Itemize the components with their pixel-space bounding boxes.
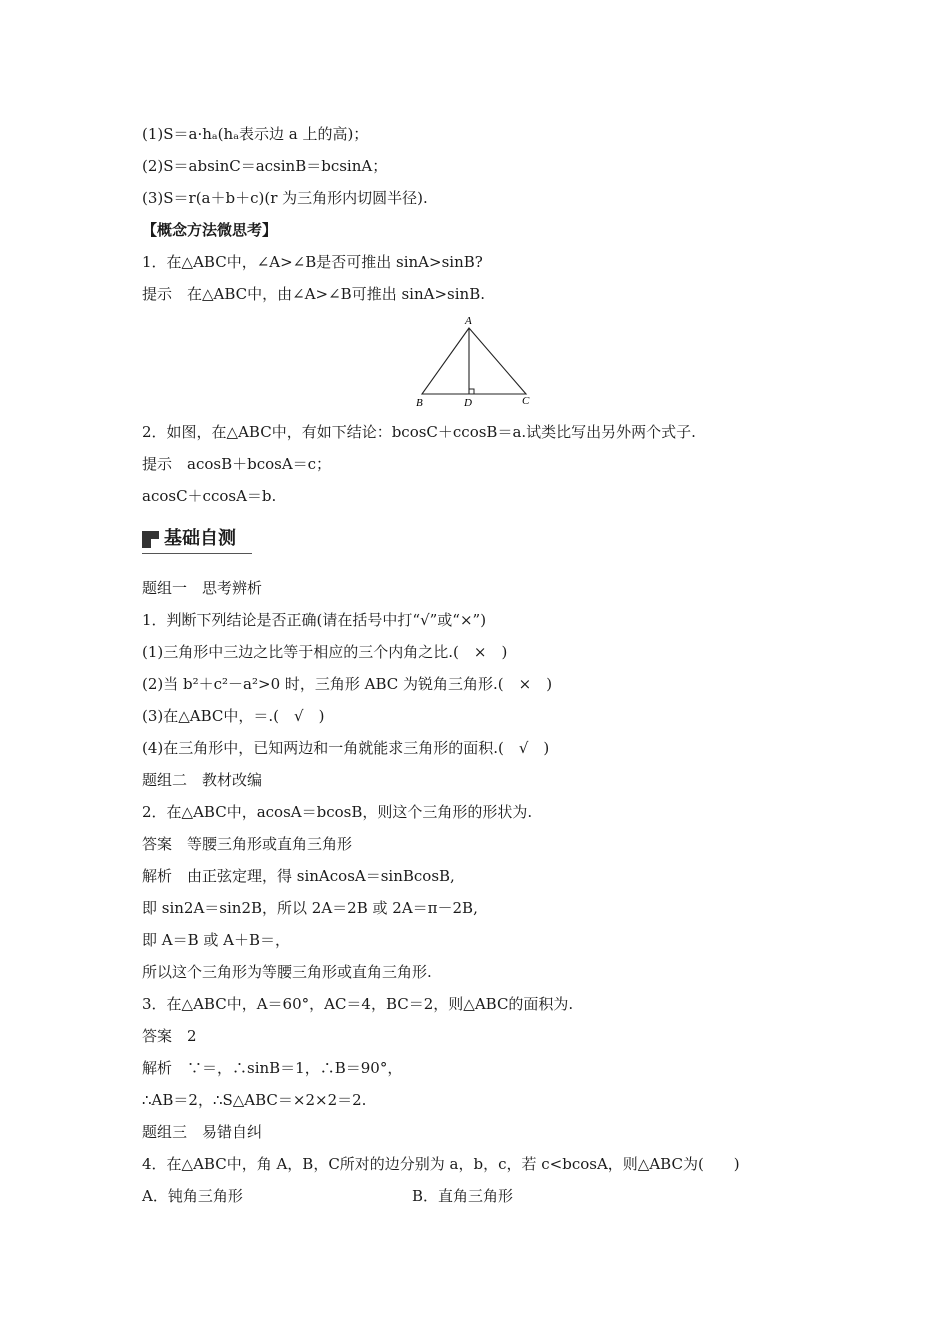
option-a: A．钝角三角形 [142, 1187, 243, 1205]
triangle-figure [408, 312, 544, 410]
concept-hint-2b: acosC＋ccosA＝b. [142, 487, 277, 505]
triangle-diagram [408, 312, 544, 410]
vertex-label-b: B [416, 397, 423, 409]
group1-item-2: (2)当 b²＋c²－a²>0 时，三角形 ABC 为锐角三角形.( × ) [142, 675, 553, 693]
group2-solution-line-3: 即 A＝B 或 A＋B＝， [142, 931, 291, 949]
concept-hint-2: 提示 acosB＋bcosA＝c； [142, 455, 332, 473]
group2-solution-line-1: 解析 由正弦定理，得 sinAcosA＝sinBcosB, [142, 867, 455, 885]
vertex-label-c: C [522, 395, 530, 407]
formula-area-1: (1)S＝a·hₐ(hₐ表示边 a 上的高)； [142, 125, 369, 143]
concept-heading: 【概念方法微思考】 [142, 221, 278, 239]
group2-title: 题组二 教材改编 [142, 771, 263, 789]
group2-question-3: 3．在△ABC中，A＝60°，AC＝4，BC＝2，则△ABC的面积为. [142, 995, 574, 1013]
group2-answer-3: 答案 2 [142, 1027, 197, 1045]
group3-question-4: 4．在△ABC中，角 A，B，C所对的边分别为 a，b，c，若 c<bcosA，则△ABC为( ) [142, 1155, 740, 1173]
section-underline [142, 553, 252, 554]
concept-question-2: 2．如图，在△ABC中，有如下结论：bcosC＋ccosB＝a.试类比写出另外两个式子. [142, 423, 696, 441]
group1-item-1: (1)三角形中三边之比等于相应的三个内角之比.( × ) [142, 643, 508, 661]
group3-title: 题组三 易错自纠 [142, 1123, 263, 1141]
section-header [142, 526, 252, 554]
group2-solution3-line-2: ∴AB＝2，∴S△ABC＝×2×2＝2. [142, 1091, 367, 1109]
group2-question-2: 2．在△ABC中，acosA＝bcosB，则这个三角形的形状为. [142, 803, 533, 821]
group1-item-4: (4)在三角形中，已知两边和一角就能求三角形的面积.( √ ) [142, 739, 550, 757]
concept-hint-1: 提示 在△ABC中，由∠A>∠B可推出 sinA>sinB. [142, 285, 485, 303]
vertex-label-d: D [464, 397, 472, 409]
group1-item-3: (3)在△ABC中，＝.( √ ) [142, 707, 325, 725]
option-b: B．直角三角形 [412, 1187, 514, 1205]
vertex-label-a: A [465, 315, 472, 327]
concept-question-1: 1．在△ABC中，∠A>∠B是否可推出 sinA>sinB? [142, 253, 483, 271]
group1-title: 题组一 思考辨析 [142, 579, 263, 597]
group1-question: 1．判断下列结论是否正确(请在括号中打“√”或“×”) [142, 611, 487, 629]
group2-solution-line-4: 所以这个三角形为等腰三角形或直角三角形. [142, 963, 432, 981]
formula-area-2: (2)S＝absinC＝acsinB＝bcsinA； [142, 157, 388, 175]
section-title: 基础自测 [164, 528, 236, 549]
group2-solution3-line-1: 解析 ∵＝，∴sinB＝1，∴B＝90°， [142, 1059, 403, 1077]
group2-answer-2: 答案 等腰三角形或直角三角形 [142, 835, 353, 853]
formula-area-3: (3)S＝r(a＋b＋c)(r 为三角形内切圆半径). [142, 189, 428, 207]
group2-solution-line-2: 即 sin2A＝sin2B，所以 2A＝2B 或 2A＝π－2B, [142, 899, 478, 917]
